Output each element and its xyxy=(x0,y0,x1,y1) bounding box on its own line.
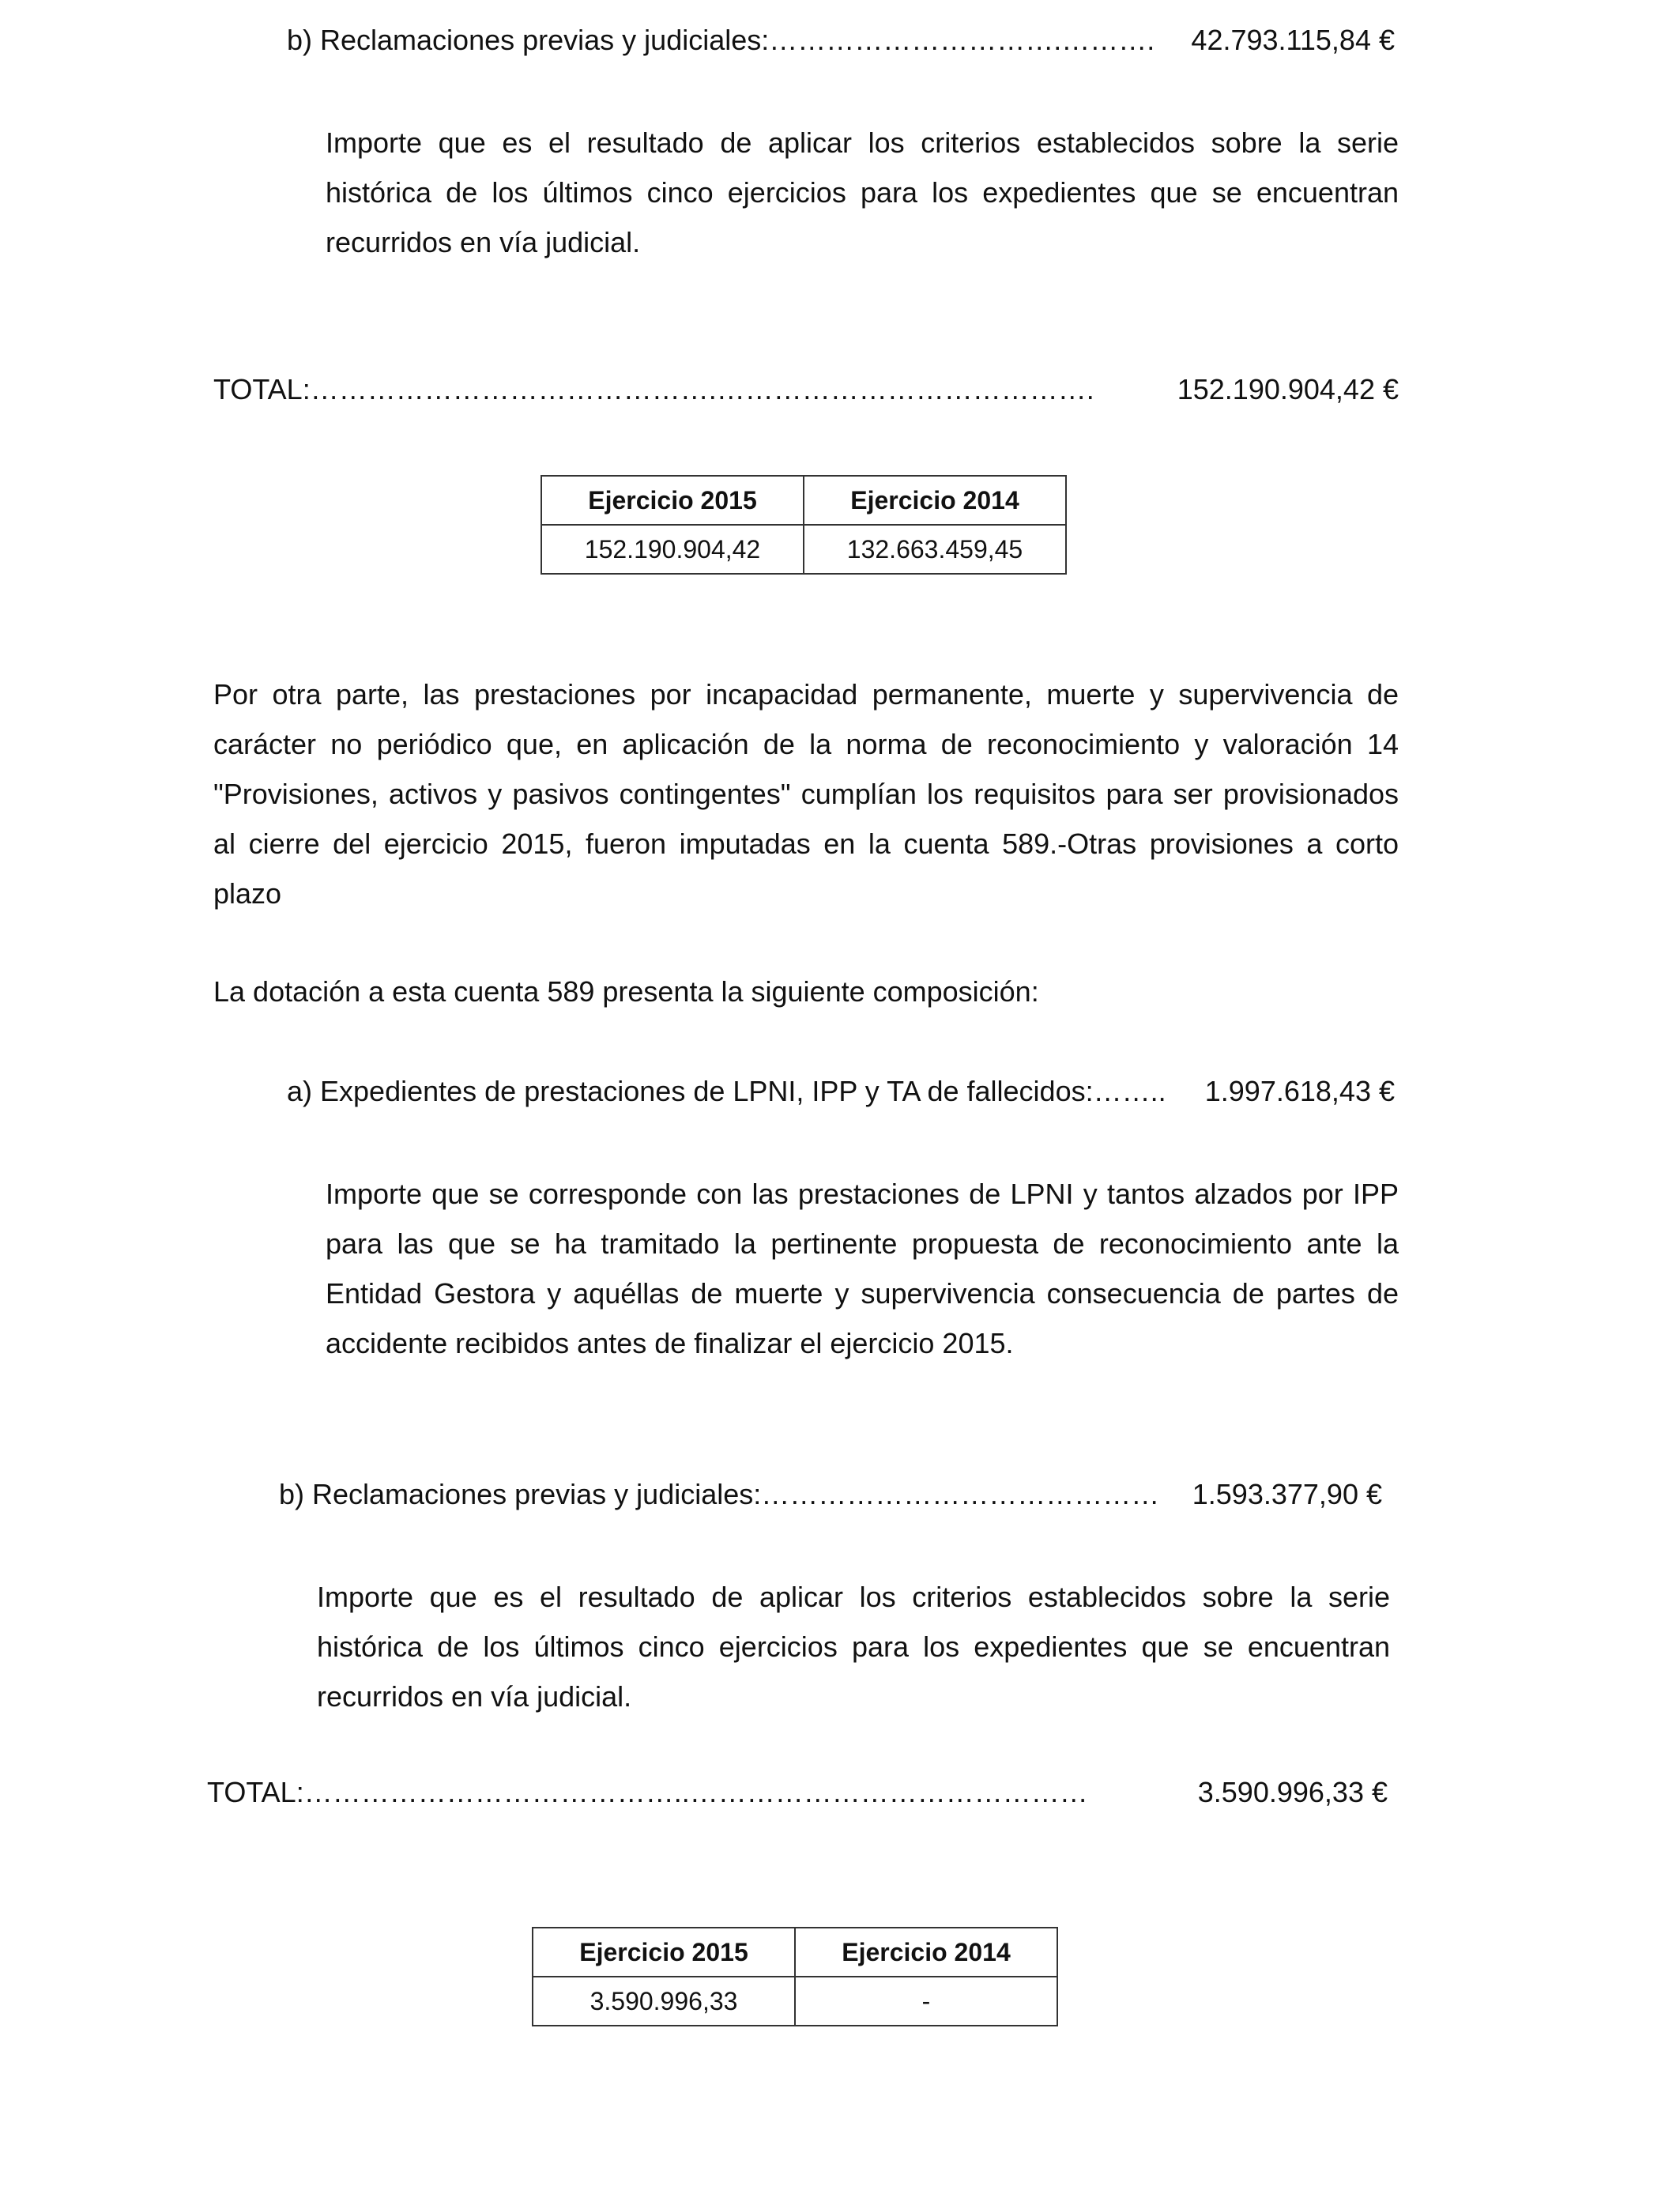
table-header-cell: Ejercicio 2015 xyxy=(533,1928,795,1977)
item-label: a) Expedientes de prestaciones de LPNI, IPP y TA de fallecidos: xyxy=(287,1075,1094,1107)
total-label: TOTAL: xyxy=(213,373,311,405)
table-row xyxy=(533,1977,1057,2026)
table-header-cell: Ejercicio 2014 xyxy=(804,476,1066,525)
item-a-expedientes-line xyxy=(287,1075,1395,1108)
table-header-cell: Ejercicio 2014 xyxy=(795,1928,1057,1977)
total-line xyxy=(213,373,1399,406)
comparison-table xyxy=(541,475,1067,575)
table-row xyxy=(541,525,1066,574)
total-label: TOTAL: xyxy=(207,1776,304,1808)
table-cell: 152.190.904,42 xyxy=(541,525,804,574)
item-amount: 1.997.618,43 € xyxy=(1204,1075,1395,1107)
dot-leader: …………………………………….…………………………………. xyxy=(310,373,1094,405)
dot-leader: …….. xyxy=(1093,1075,1166,1107)
table-header-cell: Ejercicio 2015 xyxy=(541,476,804,525)
table-header-row xyxy=(541,476,1066,525)
intro-paragraph: Por otra parte, las prestaciones por incapacidad permanente, muerte y supervivencia de carácter no periódico que, en aplicación de la norma de reconocimiento y valoración 14 "Provisiones, activos y pasivos contingentes" cumplían los requisitos para ser provisionados al cierre del ejercicio 2015, fueron imputadas en la cuenta 589.-Otras provisiones a corto plazo xyxy=(213,678,1399,910)
item-label: b) Reclamaciones previas y judiciales: xyxy=(287,24,770,56)
item-b-reclamaciones-line-2 xyxy=(279,1478,1382,1511)
composition-intro: La dotación a esta cuenta 589 presenta la siguiente composición: xyxy=(213,975,1039,1008)
dot-leader: …………………………………..…………………………………… xyxy=(303,1776,1088,1808)
item-b-description-2: Importe que es el resultado de aplicar los criterios establecidos sobre la serie histórica de los últimos cinco ejercicios para los expedientes que se encuentran recurridos en vía judicial. xyxy=(317,1581,1390,1713)
table-cell: 3.590.996,33 xyxy=(533,1977,795,2026)
table-header-row xyxy=(533,1928,1057,1977)
item-amount: 1.593.377,90 € xyxy=(1192,1478,1382,1510)
table-cell: 132.663.459,45 xyxy=(804,525,1066,574)
item-b-reclamaciones-line xyxy=(287,24,1395,57)
comparison-table-2 xyxy=(532,1927,1058,2026)
item-a-description: Importe que se corresponde con las prestaciones de LPNI y tantos alzados por IPP para las que se ha tramitado la pertinente propuesta de reconocimiento ante la Entidad Gestora y aquéllas de muerte y supervivencia consecuencia de partes de accidente recibidos antes de finalizar el ejercicio 2015. xyxy=(326,1178,1399,1359)
total-amount: 3.590.996,33 € xyxy=(1197,1776,1388,1808)
table-cell: - xyxy=(795,1977,1057,2026)
total-amount: 152.190.904,42 € xyxy=(1177,373,1399,405)
dot-leader: ………………………….………. xyxy=(769,24,1155,56)
dot-leader: …………………………………… xyxy=(761,1478,1160,1510)
item-amount: 42.793.115,84 € xyxy=(1191,24,1395,56)
total-line-2 xyxy=(207,1776,1388,1809)
item-b-description: Importe que es el resultado de aplicar los criterios establecidos sobre la serie histórica de los últimos cinco ejercicios para los expedientes que se encuentran recurridos en vía judicial. xyxy=(326,126,1399,258)
item-label: b) Reclamaciones previas y judiciales: xyxy=(279,1478,762,1510)
